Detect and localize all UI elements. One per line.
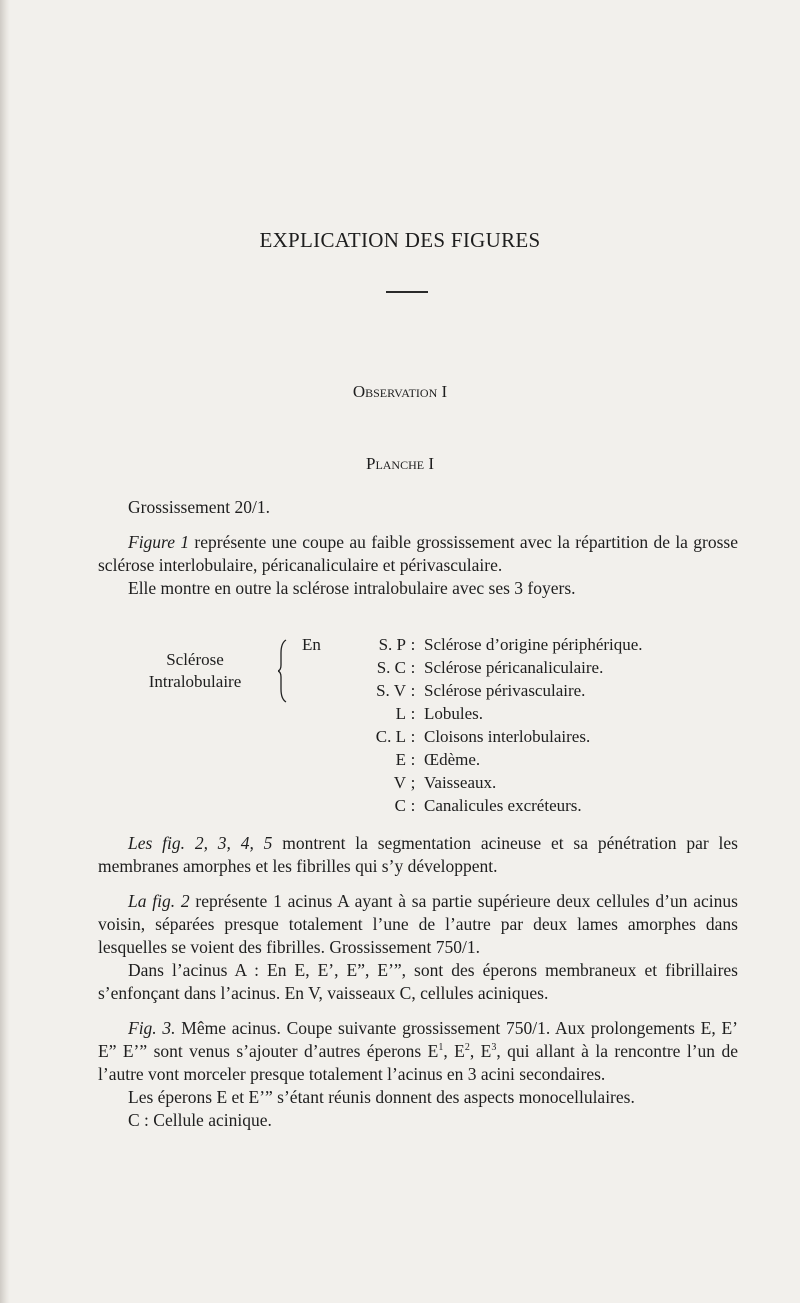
page-binding-shadow [0, 0, 10, 1303]
page-title: EXPLICATION DES FIGURES [259, 228, 541, 252]
title-rule [386, 291, 428, 293]
figure1-paragraph [98, 531, 738, 577]
figure3-extra: Les éperons E et E’” s’étant réunis donnent des aspects monocellulaires. [128, 1087, 635, 1107]
planche-heading: Planche I [365, 454, 435, 473]
figure2-text: représente 1 acinus A ayant à sa partie supérieure deux cellules d’un acinus voisin, séparées presque totalement l’une de l’autre par deux lames amorphes dans lesquelles se voient des fibrilles. Grossissement 750/1. [98, 891, 738, 957]
figs-group-label: Les fig. 2, 3, 4, 5 [128, 833, 273, 853]
figs-group-paragraph [98, 832, 738, 878]
figure1-text: représente une coupe au faible grossissement avec la répartition de la grosse sclérose interlobulaire, péricanaliculaire et périvasculaire. [98, 532, 738, 575]
figs-group-text: montrent la segmentation acineuse et sa pénétration par les membranes amorphes et les fibrilles qui s’y développent. [98, 833, 738, 876]
figure2-label: La fig. 2 [128, 891, 190, 911]
figure3-label: Fig. 3. [128, 1018, 176, 1038]
figure3-paragraph: Fig. 3. Même acinus. Coupe suivante grossissement 750/1. Aux prolongements E, E’ E” E’” sont venus s’ajouter d’autres éperons $E^1$, $E^2$, $E^3$, qui allant à la rencontre l’un de l’autre vont morceler presque totalement l’acinus en 3 acini secondaires. [98, 1018, 738, 1084]
figure3-cell-note: C : Cellule acinique. [128, 1110, 272, 1130]
legend-side-label: Sclérose Intralobulaire [148, 650, 242, 691]
observation-heading: Observation I [352, 382, 448, 401]
section-bottom [98, 832, 738, 1132]
section-top [98, 496, 738, 600]
figure1-label: Figure 1 [128, 532, 190, 552]
figure2-paragraph [98, 890, 738, 959]
figure1-extra: Elle montre en outre la sclérose intralobulaire avec ses 3 foyers. [128, 578, 576, 598]
legend-block: Sclérose Intralobulaire En S. P : Sclérose d’origine périphérique. S. C : Sclérose péricanaliculaire. S. V : Sclérose périvasculaire. L : Lobules. C. L : Cloisons interlobulaires. E : Œdème. V ; Vaisseaux. C : Canalicules excréteurs. [120, 635, 740, 825]
legend-brace-icon [278, 639, 288, 703]
grossissement-line: Grossissement 20/1. [128, 497, 270, 517]
figure2-extra: Dans l’acinus A : En E, E’, E”, E’”, sont des éperons membraneux et fibrillaires s’enfonçant dans l’acinus. En V, vaisseaux C, cellules aciniques. [98, 960, 738, 1003]
